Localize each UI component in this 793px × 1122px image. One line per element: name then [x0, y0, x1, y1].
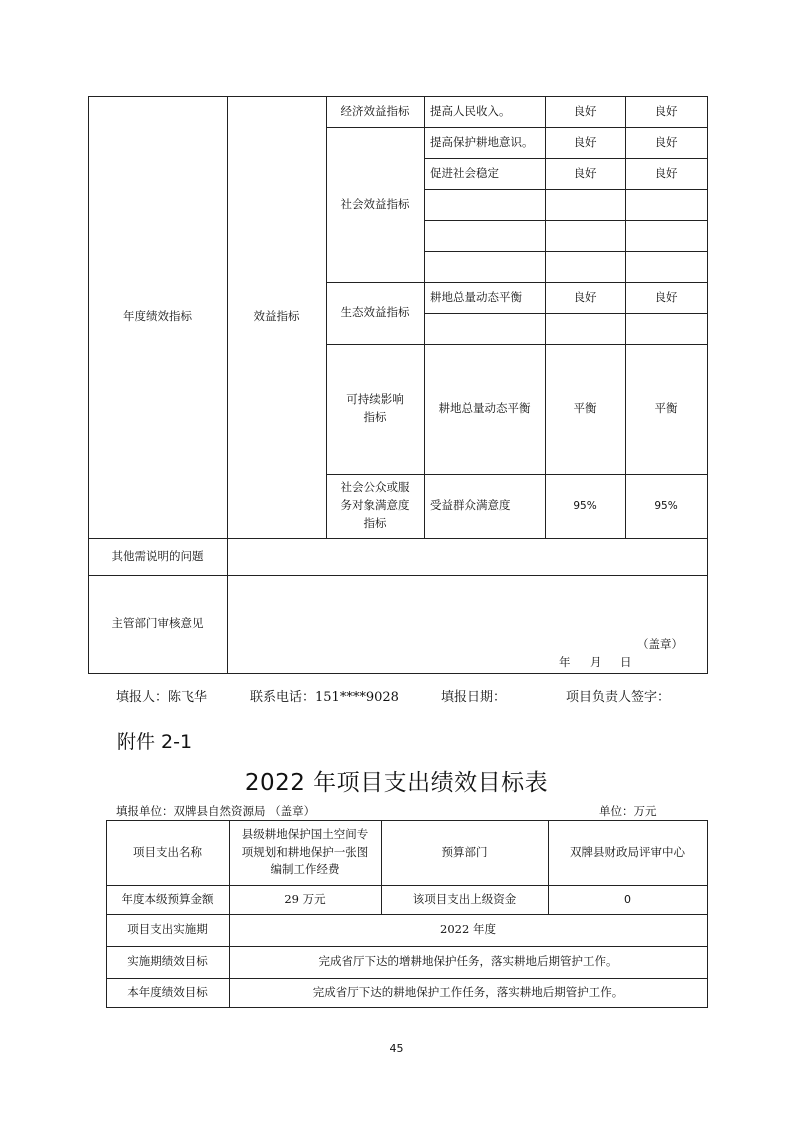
date-month: 月: [590, 655, 602, 669]
project-name-line3: 编制工作经费: [270, 862, 340, 877]
indicator-cell: 促进社会稳定: [430, 165, 499, 180]
fill-date: 填报日期：: [441, 690, 507, 705]
category-satisfaction-line1: 社会公众或服: [340, 480, 410, 495]
superior-funds-value: 0: [624, 892, 631, 906]
grid-line: [424, 189, 707, 190]
category-satisfaction: [326, 474, 424, 538]
review-opinion-label: 主管部门审核意见: [111, 616, 204, 631]
period-target-label: 实施期绩效目标: [127, 954, 208, 969]
grid-line: [424, 220, 707, 221]
grid-line: [707, 96, 708, 674]
indicator-cell: 提高保护耕地意识。: [430, 134, 534, 149]
implementation-period-value: 2022 年度: [440, 922, 496, 937]
annual-budget-value: 29 万元: [284, 891, 326, 906]
period-target-value: 完成省厅下达的增耕地保护任务，落实耕地后期管护工作。: [318, 954, 618, 969]
benefit-indicator-label: 效益指标: [253, 309, 300, 324]
superior-funds-label: 该项目支出上级资金: [412, 891, 517, 906]
filling-unit: 填报单位：双牌县自然资源局 （盖章）: [116, 804, 316, 818]
annual-indicator-label: 年度绩效指标: [123, 309, 192, 324]
category-sustainable-line1: 可持续影响: [346, 392, 404, 407]
target-cell: 良好: [573, 103, 597, 118]
grid-line: [424, 313, 707, 314]
project-name-line1: 县级耕地保护国土空间专: [241, 826, 369, 841]
category-sustainable: [326, 344, 424, 474]
annual-budget-label: 年度本级预算金额: [121, 891, 214, 906]
category-economic: 经济效益指标: [340, 103, 410, 118]
category-satisfaction-line3: 指标: [363, 515, 387, 530]
annual-target-value: 完成省厅下达的耕地保护工作任务，落实耕地后期管护工作。: [312, 984, 624, 999]
category-satisfaction-line2: 务对象满意度: [340, 498, 410, 513]
indicator-cell: 耕地总量动态平衡: [438, 401, 531, 416]
attachment-heading: 附件 2-1: [117, 731, 193, 753]
date-day: 日: [620, 655, 632, 669]
implementation-period-label: 项目支出实施期: [127, 922, 208, 937]
page-title: 2022 年项目支出绩效目标表: [244, 770, 549, 796]
indicator-cell: 受益群众满意度: [430, 498, 511, 513]
currency-unit: 单位：万元: [599, 804, 657, 818]
target-cell: 良好: [573, 134, 597, 149]
grid-line: [707, 820, 708, 1008]
project-name-label: 项目支出名称: [133, 844, 202, 859]
page-number: 45: [389, 1042, 404, 1055]
category-sustainable-line2: 指标: [363, 410, 387, 424]
actual-cell: 良好: [654, 103, 678, 118]
target-cell: 95%: [573, 499, 597, 512]
contact-phone: 联系电话：151****9028: [250, 690, 399, 705]
grid-line: [106, 1007, 708, 1008]
target-cell: 良好: [573, 289, 597, 304]
filler-name: 填报人：陈飞华: [116, 690, 208, 705]
target-cell: 良好: [573, 165, 597, 180]
category-social: 社会效益指标: [340, 196, 410, 211]
actual-cell: 良好: [654, 165, 678, 180]
other-issues-label: 其他需说明的问题: [111, 548, 204, 563]
project-name-line2: 项规划和耕地保护一张图: [241, 844, 369, 859]
actual-cell: 良好: [654, 289, 678, 304]
target-cell: 平衡: [573, 401, 597, 416]
actual-cell: 平衡: [654, 401, 678, 416]
date-year: 年: [559, 655, 571, 669]
budget-dept-value: 双牌县财政局评审中心: [570, 844, 685, 859]
category-ecological: 生态效益指标: [340, 305, 410, 320]
indicator-cell: 耕地总量动态平衡: [430, 289, 522, 304]
grid-line: [88, 673, 707, 674]
indicator-cell: 提高人民收入。: [430, 103, 511, 118]
seal-text: （盖章）: [637, 637, 683, 651]
annual-target-label: 本年度绩效目标: [127, 984, 208, 999]
project-name-value: [229, 820, 381, 885]
actual-cell: 良好: [654, 134, 678, 149]
actual-cell: 95%: [654, 499, 678, 512]
grid-line: [424, 251, 707, 252]
project-signer: 项目负责人签字：: [566, 690, 671, 705]
budget-dept-label: 预算部门: [441, 844, 488, 859]
